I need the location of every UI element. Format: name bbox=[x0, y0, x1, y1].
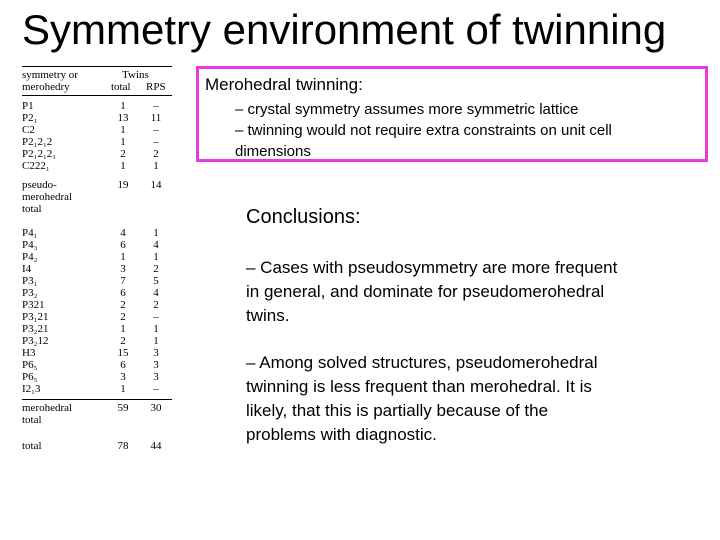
symmetry-cell: I2₁3 bbox=[22, 383, 41, 395]
symmetry-cell: P2₁2₁2₁ bbox=[22, 148, 57, 160]
symmetry-cell: P321 bbox=[22, 299, 45, 311]
symmetry-cell: P3₁ bbox=[22, 275, 38, 287]
conclusion-paragraph-2 bbox=[246, 351, 701, 447]
rps-cell: 1 bbox=[153, 251, 159, 263]
total-cell: 2 bbox=[120, 148, 126, 160]
table-row bbox=[22, 160, 172, 172]
table-row bbox=[22, 227, 172, 239]
header-rps: RPS bbox=[146, 81, 166, 93]
table-row bbox=[22, 112, 172, 124]
table-row bbox=[22, 263, 172, 275]
pseudo-label-1: pseudo- bbox=[22, 179, 57, 191]
conclusion-2-line-3: likely, that this is partially because of the bbox=[246, 401, 549, 420]
rps-cell: – bbox=[153, 124, 159, 136]
conclusions-heading: Conclusions: bbox=[246, 206, 361, 228]
rps-cell: – bbox=[153, 383, 159, 395]
table-row bbox=[22, 347, 172, 359]
symmetry-cell: H3 bbox=[22, 347, 36, 359]
total-cell: 2 bbox=[120, 335, 126, 347]
symmetry-cell: P4₂ bbox=[22, 251, 38, 263]
symmetry-cell: P2₁2₁2 bbox=[22, 136, 53, 148]
table-row bbox=[22, 371, 172, 383]
conclusion-1-line-2: in general, and dominate for pseudomerohedral bbox=[246, 282, 605, 301]
grand-total-row bbox=[22, 440, 172, 452]
grand-rps: 44 bbox=[150, 440, 162, 452]
rps-cell: – bbox=[153, 100, 159, 112]
rps-cell: 2 bbox=[153, 299, 159, 311]
conclusion-1-line-3: twins. bbox=[246, 306, 290, 325]
grand-label: total bbox=[22, 440, 42, 452]
table-row bbox=[22, 275, 172, 287]
group2-rows bbox=[22, 227, 172, 395]
symmetry-cell: P3₂12 bbox=[22, 335, 49, 347]
total-cell: 6 bbox=[120, 287, 126, 299]
pseudo-label-3: total bbox=[22, 203, 42, 215]
total-cell: 6 bbox=[120, 359, 126, 371]
merohedral-line-1: – crystal symmetry assumes more symmetric lattice bbox=[235, 101, 579, 118]
group1-rows bbox=[22, 100, 172, 172]
table-row bbox=[22, 359, 172, 371]
header-twins: Twins bbox=[122, 69, 149, 81]
symmetry-cell: C222₁ bbox=[22, 160, 50, 172]
grand-total: 78 bbox=[117, 440, 129, 452]
rps-cell: 4 bbox=[153, 239, 159, 251]
symmetry-cell: C2 bbox=[22, 124, 35, 136]
rps-cell: 3 bbox=[153, 359, 159, 371]
merohedral-label-2: total bbox=[22, 414, 42, 426]
merohedral-body bbox=[235, 99, 695, 162]
merohedral-line-2: – twinning would not require extra constraints on unit cell bbox=[235, 122, 612, 139]
total-cell: 1 bbox=[120, 251, 126, 263]
header-merohedry: merohedry bbox=[22, 81, 70, 93]
rps-cell: 1 bbox=[153, 227, 159, 239]
slide-title: Symmetry environment of twinning bbox=[22, 6, 667, 53]
table-row bbox=[22, 148, 172, 160]
total-cell: 7 bbox=[120, 275, 126, 287]
merohedral-rps: 30 bbox=[150, 402, 162, 414]
total-cell: 3 bbox=[120, 263, 126, 275]
total-cell: 1 bbox=[120, 136, 126, 148]
rps-cell: 11 bbox=[150, 112, 162, 124]
rps-cell: 3 bbox=[153, 371, 159, 383]
total-cell: 1 bbox=[120, 100, 126, 112]
rps-cell: 5 bbox=[153, 275, 159, 287]
rps-cell: 2 bbox=[153, 263, 159, 275]
merohedral-total-row bbox=[22, 402, 172, 428]
merohedral-label-1: merohedral bbox=[22, 402, 73, 414]
symmetry-cell: P4₃ bbox=[22, 239, 38, 251]
pseudo-total-row bbox=[22, 179, 172, 217]
rps-cell: 4 bbox=[153, 287, 159, 299]
header-symmetry: symmetry or bbox=[22, 69, 78, 81]
merohedral-total: 59 bbox=[117, 402, 129, 414]
total-cell: 6 bbox=[120, 239, 126, 251]
rps-cell: 1 bbox=[153, 335, 159, 347]
symmetry-cell: P3₂21 bbox=[22, 323, 49, 335]
header-total: total bbox=[111, 81, 131, 93]
total-cell: 1 bbox=[120, 383, 126, 395]
total-cell: 1 bbox=[120, 323, 126, 335]
total-cell: 4 bbox=[120, 227, 126, 239]
conclusion-1-line-1: – Cases with pseudosymmetry are more frequent bbox=[246, 258, 618, 277]
total-cell: 3 bbox=[120, 371, 126, 383]
table-row bbox=[22, 251, 172, 263]
pseudo-total: 19 bbox=[117, 179, 129, 191]
table-row bbox=[22, 323, 172, 335]
total-cell: 2 bbox=[120, 299, 126, 311]
merohedral-line-3: dimensions bbox=[235, 143, 311, 160]
twinning-table bbox=[22, 66, 172, 452]
table-row bbox=[22, 100, 172, 112]
rps-cell: – bbox=[153, 136, 159, 148]
conclusion-2-line-1: – Among solved structures, pseudomerohedral bbox=[246, 353, 598, 372]
table-row bbox=[22, 287, 172, 299]
total-cell: 2 bbox=[120, 311, 126, 323]
symmetry-cell: P6₅ bbox=[22, 371, 38, 383]
table-header bbox=[22, 66, 172, 96]
symmetry-cell: P1 bbox=[22, 100, 34, 112]
table-row bbox=[22, 383, 172, 395]
table-row bbox=[22, 239, 172, 251]
table-row bbox=[22, 136, 172, 148]
symmetry-cell: I4 bbox=[22, 263, 32, 275]
rps-cell: 1 bbox=[153, 323, 159, 335]
table-divider bbox=[22, 399, 172, 400]
rps-cell: 1 bbox=[153, 160, 159, 172]
table-row bbox=[22, 299, 172, 311]
conclusion-2-line-2: twinning is less frequent than merohedral. It is bbox=[246, 377, 592, 396]
total-cell: 1 bbox=[120, 160, 126, 172]
pseudo-label-2: merohedral bbox=[22, 191, 73, 203]
table-row bbox=[22, 124, 172, 136]
symmetry-cell: P3₁21 bbox=[22, 311, 49, 323]
rps-cell: 2 bbox=[153, 148, 159, 160]
merohedral-heading: Merohedral twinning: bbox=[205, 75, 363, 94]
symmetry-cell: P4₁ bbox=[22, 227, 38, 239]
total-cell: 15 bbox=[117, 347, 129, 359]
merohedral-box bbox=[196, 66, 708, 162]
rps-cell: – bbox=[153, 311, 159, 323]
table-row bbox=[22, 311, 172, 323]
symmetry-cell: P3₂ bbox=[22, 287, 38, 299]
conclusion-paragraph-1 bbox=[246, 256, 701, 328]
total-cell: 13 bbox=[117, 112, 129, 124]
pseudo-rps: 14 bbox=[150, 179, 162, 191]
symmetry-cell: P2₁ bbox=[22, 112, 38, 124]
rps-cell: 3 bbox=[153, 347, 159, 359]
table-row bbox=[22, 335, 172, 347]
total-cell: 1 bbox=[120, 124, 126, 136]
symmetry-cell: P6₅ bbox=[22, 359, 38, 371]
conclusion-2-line-4: problems with diagnostic. bbox=[246, 425, 437, 444]
